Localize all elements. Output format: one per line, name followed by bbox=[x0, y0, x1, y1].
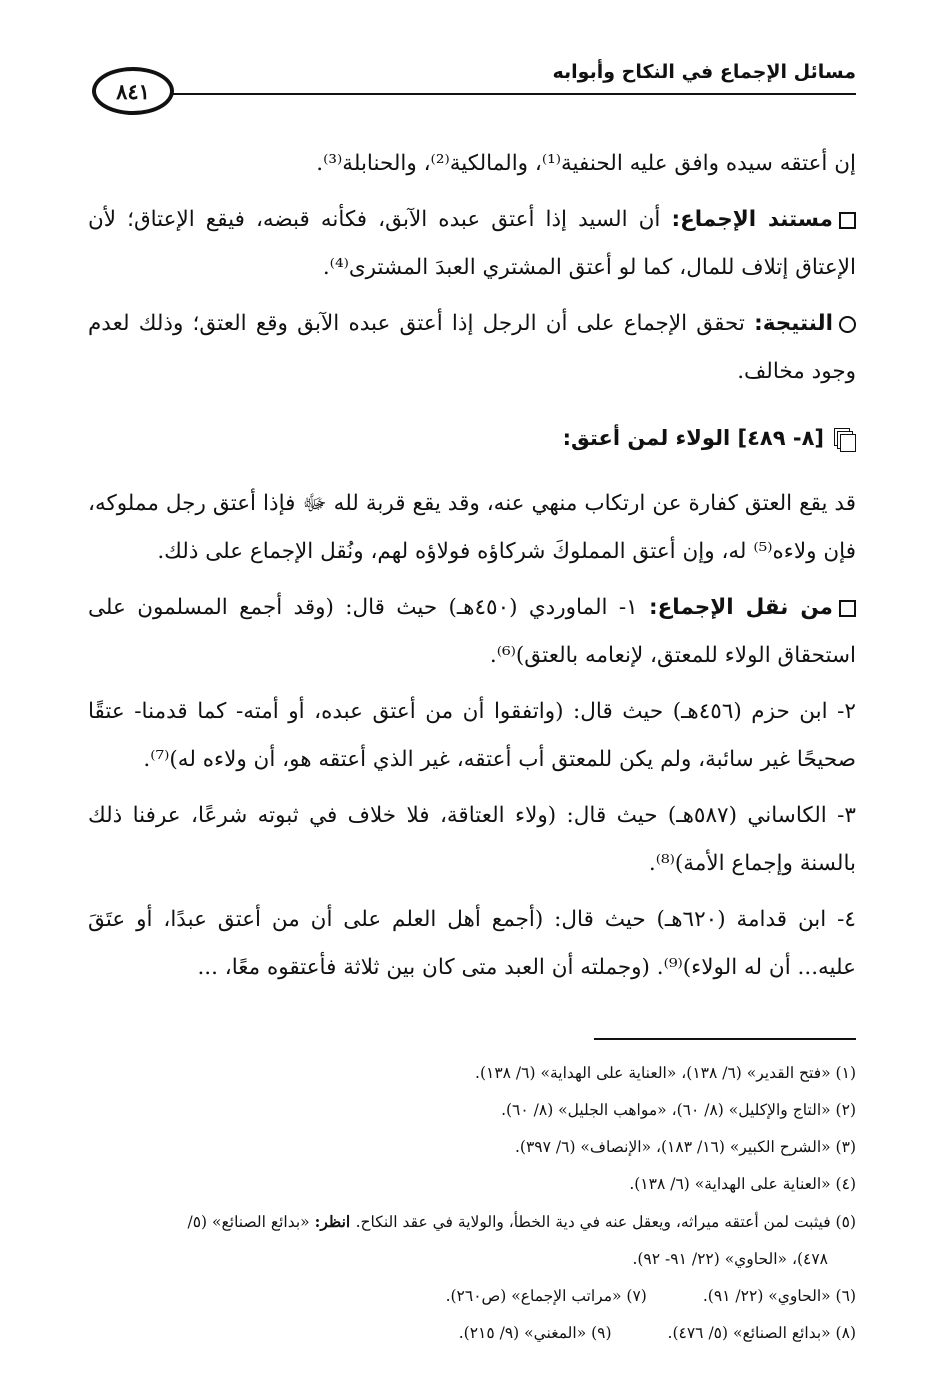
paragraph: ٤- ابن قدامة (٦٢٠هـ) حيث قال: (أجمع أهل العلم على أن من أعتق عبدًا، أو عتَقَ عليه... أن له الولاء)⁽⁹⁾. (وجملته أن العبد متى كان بين ثلاثة فأعتقوه معًا، ... bbox=[88, 907, 856, 980]
header-rule bbox=[172, 93, 856, 95]
transmitters-text: ١- الماوردي (٤٥٠هـ) حيث قال: (وقد أجمع المسلمون على استحقاق الولاء للمعتق، لإنعامه بالعتق)⁽⁶⁾. bbox=[88, 595, 856, 668]
pages-icon bbox=[834, 428, 856, 450]
footnote: (٦) «الحاوي» (٢٢/ ٩١). bbox=[702, 1287, 856, 1305]
square-bullet-icon bbox=[839, 212, 856, 229]
paragraph-transmitters bbox=[88, 584, 856, 680]
footnote: (١) «فتح القدير» (٦/ ١٣٨)، «العناية على الهداية» (٦/ ١٣٨). bbox=[475, 1064, 856, 1082]
footnote-see-label: انظر: bbox=[314, 1212, 356, 1231]
page-header bbox=[92, 55, 856, 125]
footnote: (٢) «التاج والإكليل» (٨/ ٦٠)، «مواهب الجليل» (٨/ ٦٠). bbox=[501, 1101, 856, 1119]
footnote: (٩) «المغني» (٩/ ٢١٥). bbox=[458, 1324, 612, 1342]
transmitters-label: من نقل الإجماع: bbox=[649, 595, 833, 620]
running-title: مسائل الإجماع في النكاح وأبوابه bbox=[552, 61, 856, 83]
footnote-separator bbox=[594, 1038, 856, 1040]
paragraph: إن أعتقه سيده وافق عليه الحنفية⁽¹⁾، والمالكية⁽²⁾، والحنابلة⁽³⁾. bbox=[316, 151, 856, 176]
footnote-text: «بدائع الصنائع» (٥/ bbox=[187, 1213, 315, 1231]
footnote-row bbox=[86, 1278, 856, 1315]
footnote-text: (٥) فيثبت لمن أعتقه ميراثه، ويعقل عنه في دية الخطأ، والولاية في عقد النكاح. bbox=[355, 1213, 856, 1231]
footnote: (٨) «بدائع الصنائع» (٥/ ٤٧٦). bbox=[667, 1324, 856, 1342]
square-bullet-icon bbox=[839, 600, 856, 617]
evidence-text: أن السيد إذا أعتق عبده الآبق، فكأنه قبضه، فيقع الإعتاق؛ لأن الإعتاق إتلاف للمال، كما لو أعتق المشتري العبدَ المشترى⁽⁴⁾. bbox=[88, 207, 856, 280]
footnote: (٧) «مراتب الإجماع» (ص٢٦٠). bbox=[445, 1287, 647, 1305]
evidence-label: مستند الإجماع: bbox=[671, 207, 833, 232]
footnote: (٤) «العناية على الهداية» (٦/ ١٣٨). bbox=[629, 1175, 856, 1193]
paragraph-evidence bbox=[88, 196, 856, 292]
footnote: (٣) «الشرح الكبير» (١٦/ ١٨٣)، «الإنصاف» (٦/ ٣٩٧). bbox=[514, 1138, 856, 1156]
paragraph: ٢- ابن حزم (٤٥٦هـ) حيث قال: (واتفقوا أن من أعتق عبده، أو أمته- كما قدمنا- عتقًا صحيحًا غير سائبة، ولم يكن للمعتق أب أعتقه، غير الذي أعتقه هو، أن ولاءه له)⁽⁷⁾. bbox=[88, 699, 856, 772]
main-text bbox=[88, 140, 856, 1000]
result-text: تحقق الإجماع على أن الرجل إذا أعتق عبده الآبق وقع العتق؛ وذلك لعدم وجود مخالف. bbox=[88, 311, 856, 384]
circle-bullet-icon bbox=[839, 316, 856, 333]
paragraph: قد يقع العتق كفارة عن ارتكاب منهي عنه، وقد يقع قربة لله ﷻ فإذا أعتق رجل مملوكه، فإن ولاءه⁽⁵⁾ له، وإن أعتق المملوكَ شركاؤه فولاؤه لهم، ونُقل الإجماع على ذلك. bbox=[88, 491, 856, 564]
footnote-continuation: ٤٧٨)، «الحاوي» (٢٢/ ٩١- ٩٢). bbox=[632, 1250, 828, 1268]
footnote-row bbox=[86, 1315, 856, 1352]
footnote bbox=[86, 1203, 856, 1241]
section-heading-text: [٨- ٤٨٩] الولاء لمن أعتق: bbox=[562, 426, 824, 450]
result-label: النتيجة: bbox=[754, 311, 833, 336]
paragraph: ٣- الكاساني (٥٨٧هـ) حيث قال: (ولاء العتاقة، فلا خلاف في ثبوته شرعًا، عرفنا ذلك بالسنة وإجماع الأمة)⁽⁸⁾. bbox=[88, 803, 856, 876]
footnotes bbox=[86, 1055, 856, 1352]
page-number: ٨٤١ bbox=[92, 67, 174, 115]
section-heading bbox=[88, 414, 856, 462]
paragraph-result bbox=[88, 300, 856, 396]
